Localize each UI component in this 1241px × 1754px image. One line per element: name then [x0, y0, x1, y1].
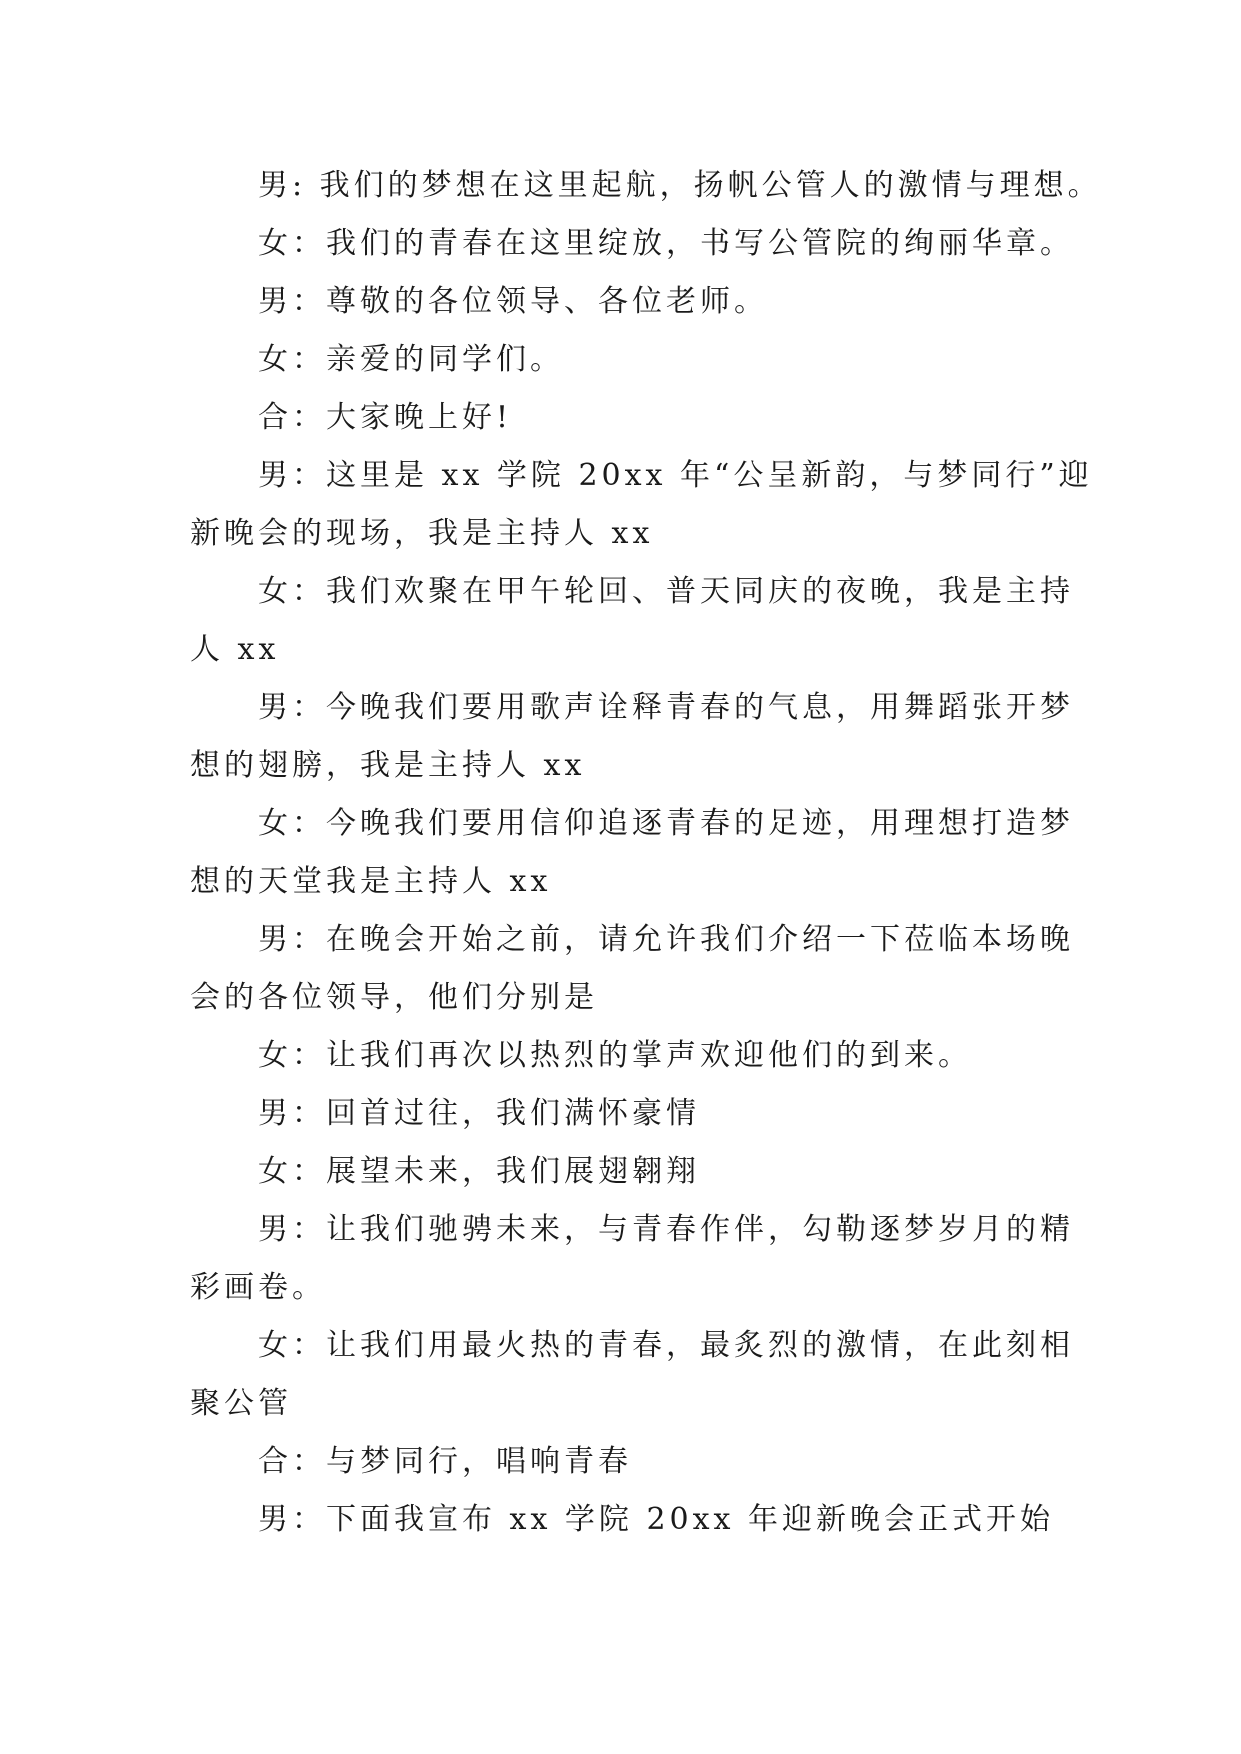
text-line: 男：回首过往，我们满怀豪情	[258, 1096, 700, 1131]
text-line: 合：大家晚上好!	[258, 400, 513, 435]
text-line: 男：让我们驰骋未来，与青春作伴，勾勒逐梦岁月的精	[258, 1212, 1074, 1247]
text-line: 彩画卷。	[190, 1270, 326, 1305]
text-line: 男：尊敬的各位领导、各位老师。	[258, 284, 768, 319]
text-line: 合：与梦同行，唱响青春	[258, 1444, 632, 1479]
text-line: 聚公管	[190, 1386, 292, 1421]
text-line: 女：今晚我们要用信仰追逐青春的足迹，用理想打造梦	[258, 806, 1074, 841]
text-line: 新晚会的现场，我是主持人 xx	[190, 516, 654, 551]
text-line: 女：亲爱的同学们。	[258, 342, 564, 377]
text-line: 女：让我们用最火热的青春，最炙烈的激情，在此刻相	[258, 1328, 1074, 1363]
text-line: 女：我们的青春在这里绽放，书写公管院的绚丽华章。	[258, 226, 1074, 261]
text-line: 人 xx	[190, 632, 280, 667]
text-line: 男：下面我宣布 xx 学院 20xx 年迎新晚会正式开始	[258, 1502, 1054, 1537]
text-line: 男：这里是 xx 学院 20xx 年“公呈新韵，与梦同行”迎	[258, 458, 1093, 493]
text-line: 想的翅膀，我是主持人 xx	[190, 748, 586, 783]
text-line: 想的天堂我是主持人 xx	[190, 864, 552, 899]
text-line: 女：我们欢聚在甲午轮回、普天同庆的夜晚，我是主持	[258, 574, 1074, 609]
text-line: 女：展望未来，我们展翅翱翔	[258, 1154, 700, 1189]
text-line: 男：今晚我们要用歌声诠释青春的气息，用舞蹈张开梦	[258, 690, 1074, 725]
text-line: 男：在晚会开始之前，请允许我们介绍一下莅临本场晚	[258, 922, 1074, 957]
text-line: 女：让我们再次以热烈的掌声欢迎他们的到来。	[258, 1038, 972, 1073]
text-line: 会的各位领导，他们分别是	[190, 980, 598, 1015]
text-line: 男: 我们的梦想在这里起航，扬帆公管人的激情与理想。	[258, 168, 1102, 203]
